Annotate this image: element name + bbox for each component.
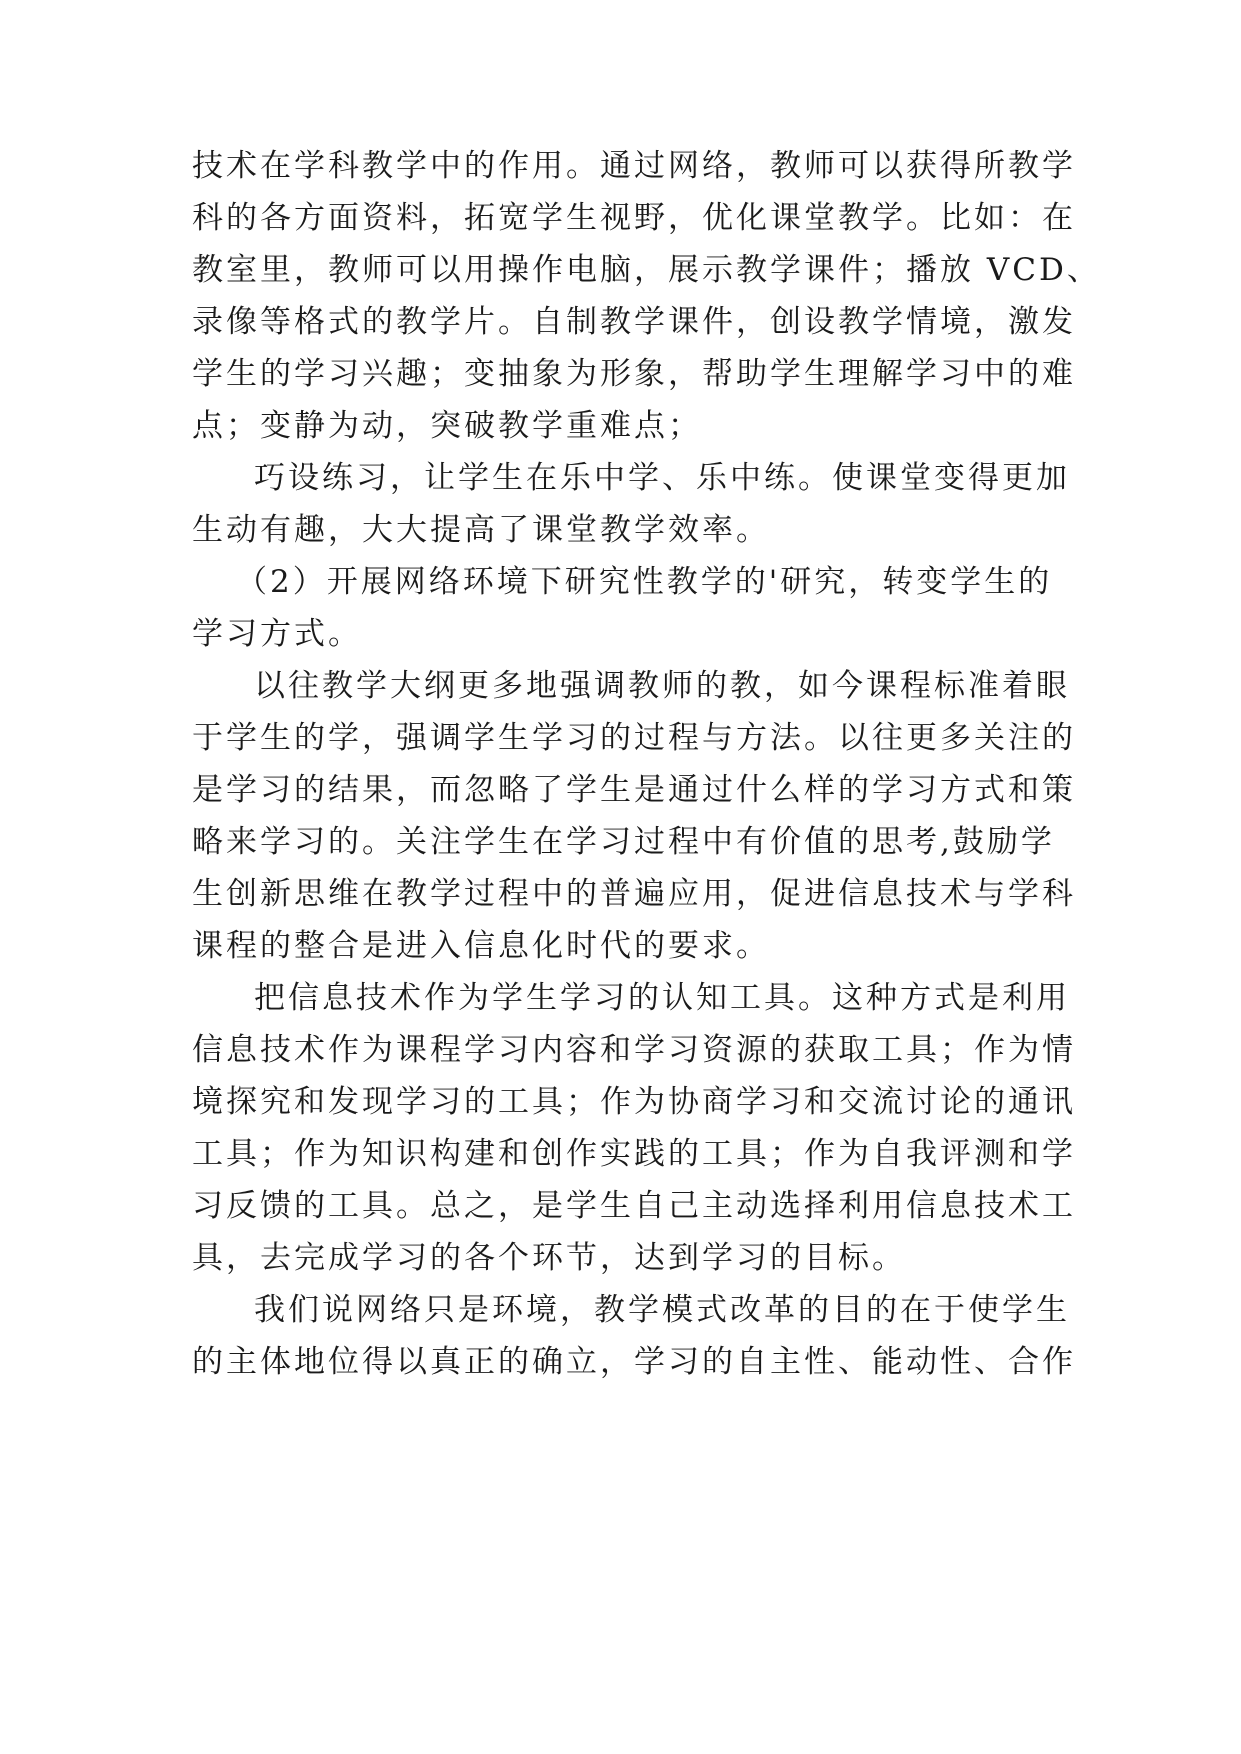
text-line: 生动有趣，大大提高了课堂教学效率。 <box>192 512 770 548</box>
text-line: （2）开展网络环境下研究性教学的'研究，转变学生的 <box>236 564 1053 600</box>
text-line: 略来学习的。关注学生在学习过程中有价值的思考,鼓励学 <box>192 824 1055 860</box>
text-line: 习反馈的工具。总之，是学生自己主动选择利用信息技术工 <box>192 1188 1076 1224</box>
text-line: 教室里，教师可以用操作电脑，展示教学课件；播放 VCD、 <box>192 252 1101 288</box>
text-line: 技术在学科教学中的作用。通过网络，教师可以获得所教学 <box>192 148 1076 184</box>
text-line: 生创新思维在教学过程中的普遍应用，促进信息技术与学科 <box>192 876 1076 912</box>
text-line: 点；变静为动，突破教学重难点； <box>192 408 702 444</box>
text-line: 录像等格式的教学片。自制教学课件，创设教学情境，激发 <box>192 304 1076 340</box>
text-line: 课程的整合是进入信息化时代的要求。 <box>192 928 770 964</box>
text-line: 境探究和发现学习的工具；作为协商学习和交流讨论的通讯 <box>192 1084 1076 1120</box>
text-line: 巧设练习，让学生在乐中学、乐中练。使课堂变得更加 <box>254 460 1070 496</box>
text-line: 以往教学大纲更多地强调教师的教，如今课程标准着眼 <box>254 668 1070 704</box>
text-line: 于学生的学，强调学生学习的过程与方法。以往更多关注的 <box>192 720 1076 756</box>
text-line: 是学习的结果，而忽略了学生是通过什么样的学习方式和策 <box>192 772 1076 808</box>
text-line: 把信息技术作为学生学习的认知工具。这种方式是利用 <box>254 980 1070 1016</box>
text-line: 信息技术作为课程学习内容和学习资源的获取工具；作为情 <box>192 1032 1076 1068</box>
text-line: 我们说网络只是环境，教学模式改革的目的在于使学生 <box>254 1292 1070 1328</box>
text-line: 具，去完成学习的各个环节，达到学习的目标。 <box>192 1240 906 1276</box>
text-line: 科的各方面资料，拓宽学生视野，优化课堂教学。比如：在 <box>192 200 1076 236</box>
text-line: 学习方式。 <box>192 616 362 652</box>
text-line: 工具；作为知识构建和创作实践的工具；作为自我评测和学 <box>192 1136 1076 1172</box>
text-line: 学生的学习兴趣；变抽象为形象，帮助学生理解学习中的难 <box>192 356 1076 392</box>
text-line: 的主体地位得以真正的确立，学习的自主性、能动性、合作 <box>192 1344 1076 1380</box>
